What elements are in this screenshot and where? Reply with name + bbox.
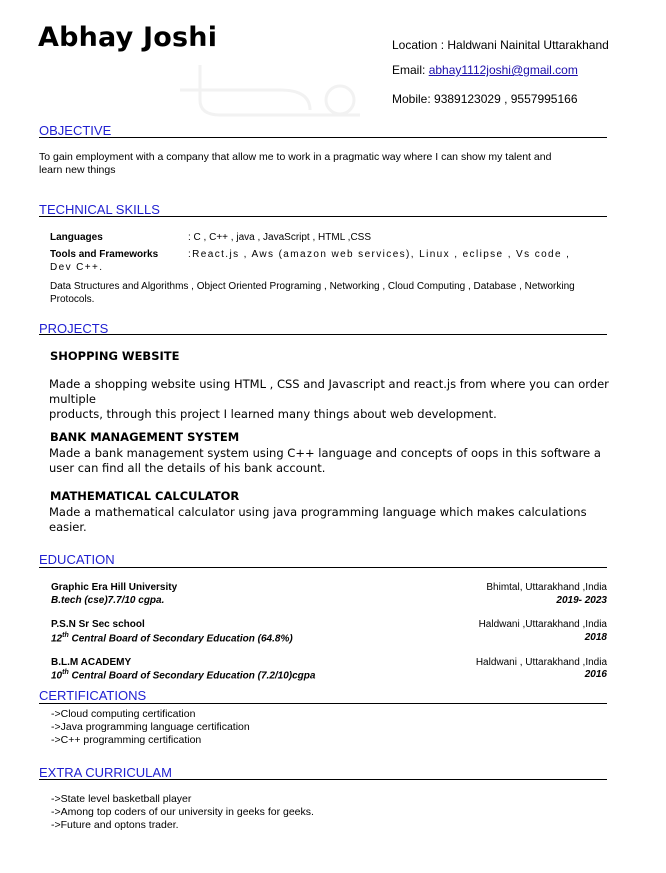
project-description-line: easier. (49, 520, 87, 534)
education-years: 2018 (584, 632, 607, 643)
education-years: 2019- 2023 (556, 595, 607, 606)
project-description-line: products, through this project I learned many things about web development. (49, 407, 497, 421)
project-description-line: Made a mathematical calculator using java programming language which makes calculations (49, 505, 587, 519)
list-item: ->Java programming language certification (51, 721, 250, 733)
objective-heading: OBJECTIVE (39, 123, 112, 138)
languages-label: Languages (50, 232, 103, 243)
school-name: P.S.N Sr Sec school (51, 619, 145, 630)
degree-text: B.tech (cse)7.7/10 cgpa. (51, 595, 165, 606)
list-item: ->Future and optons trader. (51, 819, 179, 831)
tools-value-continued: Dev C++. (50, 262, 104, 273)
project-description (49, 505, 639, 535)
email-link[interactable]: abhay1112joshi@gmail.com (428, 63, 578, 77)
skills-divider (39, 216, 607, 217)
list-item: ->Among top coders of our university in geeks for geeks. (51, 806, 314, 818)
projects-heading: PROJECTS (39, 321, 109, 336)
objective-line-2: learn new things (39, 164, 116, 176)
location-text: Location : Haldwani Nainital Uttarakhand (392, 38, 609, 52)
mobile-text: Mobile: 9389123029 , 9557995166 (392, 92, 578, 106)
other-skills-line-1: Data Structures and Algorithms , Object Oriented Programing , Networking , Cloud Computing , Database , Networking (50, 281, 575, 292)
other-skills-line-2: Protocols. (50, 294, 95, 305)
school-location: Haldwani ,Uttarakhand ,India (478, 619, 607, 630)
project-title: SHOPPING WEBSITE (50, 349, 180, 363)
project-title: BANK MANAGEMENT SYSTEM (50, 430, 240, 444)
project-description-line: Made a shopping website using HTML , CSS and Javascript and react.js from where you can order multiple (49, 377, 609, 406)
email-label: Email: (392, 63, 429, 77)
education-divider (39, 567, 607, 568)
certifications-heading: CERTIFICATIONS (39, 688, 147, 703)
school-name: B.L.M ACADEMY (51, 657, 132, 668)
certifications-list (51, 708, 250, 747)
list-item: ->C++ programming certification (51, 734, 202, 746)
education-years: 2016 (584, 669, 607, 680)
project-title: MATHEMATICAL CALCULATOR (50, 489, 240, 503)
project-description-line: Made a bank management system using C++ language and concepts of oops in this software a (49, 446, 601, 460)
project-description (49, 377, 639, 422)
list-item: ->Cloud computing certification (51, 708, 196, 720)
project-description (49, 446, 639, 476)
certifications-divider (39, 703, 607, 704)
candidate-name: Abhay Joshi (38, 22, 218, 53)
degree-text: 10th Central Board of Secondary Education (7.2/10)cgpa (51, 669, 316, 682)
school-location: Haldwani , Uttarakhand ,India (475, 657, 607, 668)
school-location: Bhimtal, Uttarakhand ,India (486, 582, 607, 593)
school-name: Graphic Era Hill University (51, 582, 178, 593)
list-item: ->State level basketball player (51, 793, 192, 805)
languages-value: : C , C++ , java , JavaScript , HTML ,CSS (188, 232, 372, 243)
watermark-graphic (160, 60, 420, 130)
tools-label: Tools and Frameworks (50, 249, 159, 260)
objective-line-1: To gain employment with a company that allow me to work in a pragmatic way where I can show my talent and (39, 151, 552, 163)
tools-value: :React.js , Aws (amazon web services), Linux , eclipse , Vs code , (188, 249, 571, 260)
projects-divider (39, 334, 607, 335)
objective-divider (39, 137, 607, 138)
email-line (392, 63, 578, 77)
extra-curricular-list (51, 793, 314, 832)
degree-text: 12th Central Board of Secondary Education (64.8%) (51, 632, 293, 645)
extra-curricular-heading: EXTRA CURRICULAM (39, 765, 172, 780)
project-description-line: user can find all the details of his bank account. (49, 461, 326, 475)
education-heading: EDUCATION (39, 552, 115, 567)
skills-heading: TECHNICAL SKILLS (39, 202, 160, 217)
extra-curricular-divider (39, 779, 607, 780)
